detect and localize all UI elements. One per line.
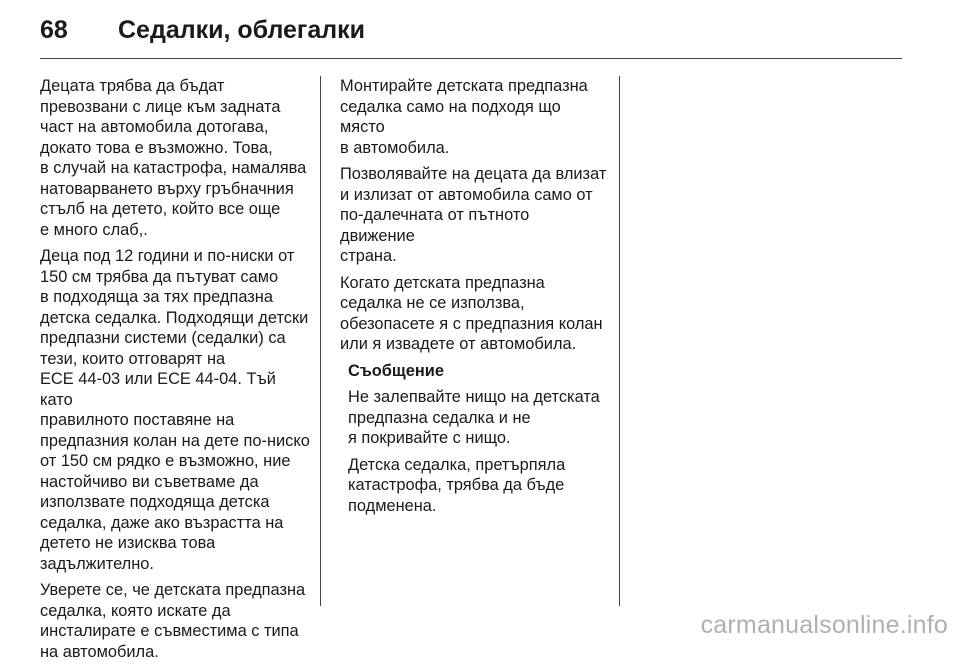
note-block — [348, 361, 608, 517]
page-number: 68 — [40, 16, 68, 44]
note-paragraph-replace-after-crash: Детска седалка, претърпяла катастрофа, трябва да бъде подменена. — [348, 455, 566, 515]
column-divider — [619, 76, 620, 606]
left-column — [40, 76, 310, 668]
middle-column — [340, 76, 608, 522]
watermark: carmanualsonline.info — [700, 611, 948, 639]
paragraph-rear-facing: Децата трябва да бъдат превозвани с лице към задната част на автомобила дотогава, докато това е възможно. Това, в случай на катастрофа, намалява натоварването върху гръбначния стълб на детето, който все още е много слаб,. — [40, 77, 307, 239]
note-heading: Съобщение — [348, 361, 444, 380]
paragraph-child-seat-requirements: Деца под 12 години и по-ниски от 150 см трябва да пътуват само в подходяща за тях предпазна детска седалка. Подходящи детски предпазни системи (седалки) са тези, които отговарят на ECE 44-03 или ECE 44-04. Тъй като правилното поставяне на предпазния колан на дете по-ниско от 150 см рядко е възможно, ние настойчиво ви съветваме да използвате подходяща детска седалка, даже ако възрастта на детето не изисква това задължително. — [40, 247, 310, 573]
page-title: Седалки, облегалки — [118, 16, 366, 44]
note-paragraph-no-stickers: Не залепвайте нищо на детската предпазна седалка и не я покривайте с нищо. — [348, 388, 600, 447]
column-divider — [320, 76, 321, 606]
paragraph-unused-seat: Когато детската предпазна седалка не се използва, обезопасете я с предпазния колан или я извадете от автомобила. — [340, 273, 603, 353]
paragraph-entry-exit: Позволявайте на децата да влизат и излизат от автомобила само от по-далечната от пътното движение страна. — [340, 165, 607, 265]
paragraph-installation-place: Монтирайте детската предпазна седалка само на подходя що място в автомобила. — [340, 77, 588, 157]
paragraph-compatibility: Уверете се, че детската предпазна седалка, която искате да инсталирате е съвместима с типа на автомобила. — [40, 581, 306, 661]
page-header — [40, 14, 902, 59]
